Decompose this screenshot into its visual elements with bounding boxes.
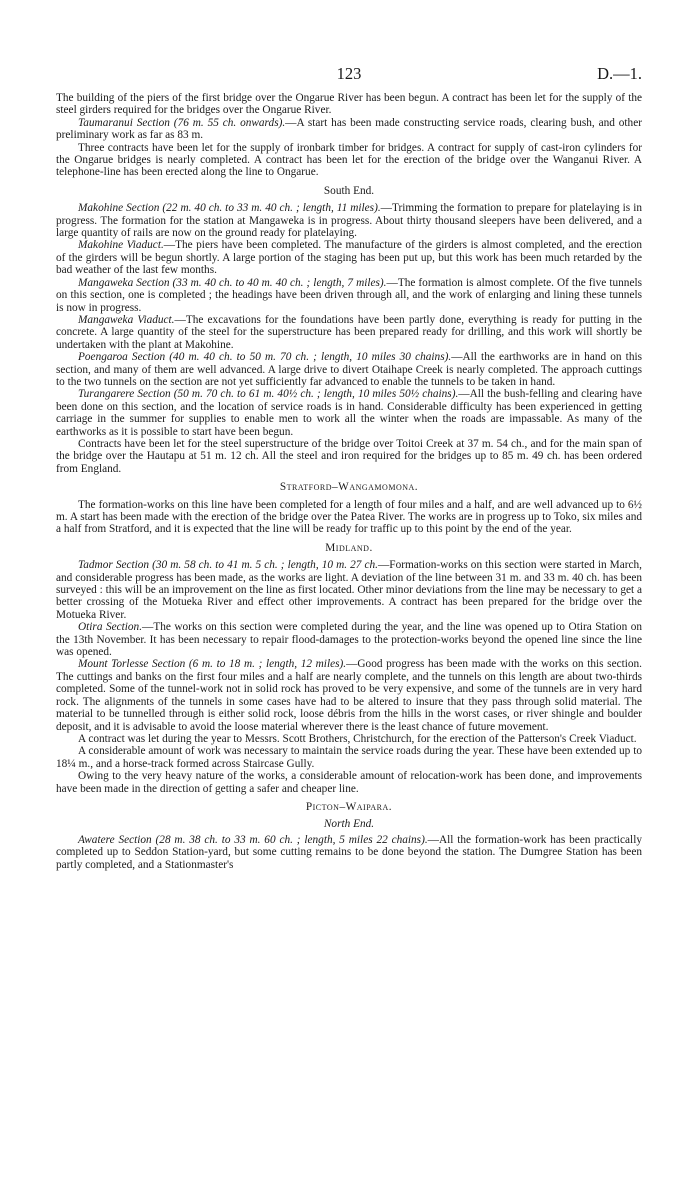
paragraph-text: A considerable amount of work was necessary to maintain the service roads during the year. These have been extended up to 18¼ m., and a horse-track formed across Staircase Gully. — [56, 745, 642, 770]
paragraph — [56, 202, 642, 239]
paragraph-text: Owing to the very heavy nature of the works, a considerable amount of relocation-work has been done, and improvements have been made in the direction of getting a safer and cheaper line. — [56, 770, 642, 795]
paragraph-lead: Poengaroa Section (40 m. 40 ch. to 50 m. 70 ch. ; length, 10 miles 30 chains). — [78, 351, 452, 364]
document-body — [56, 92, 642, 871]
paragraph-text: —All the bush-felling and clearing have been done on this section, and the location of service roads is in hand. Considerable difficulty has been experienced in getting carriage in the summer for supplies to enable men to work all the winter when the roads are impassable. As many of the earthworks as it is possible to start have been begun. — [56, 388, 642, 438]
paragraph — [56, 92, 642, 117]
paragraph-lead: Tadmor Section (30 m. 58 ch. to 41 m. 5 ch. ; length, 10 m. 27 ch. — [78, 559, 378, 572]
paragraph-text: Contracts have been let for the steel superstructure of the bridge over Toitoi Creek at 37 m. 54 ch., and for the main span of the bridge over the Hautapu at 51 m. 12 ch. All the steel and iron required for the bridges up to 85 m. 49 ch. has been ordered from England. — [56, 437, 642, 475]
paragraph-lead: Taumaranui Section (76 m. 55 ch. onwards). — [78, 116, 286, 129]
section-heading: Midland. — [325, 541, 373, 554]
paragraph — [56, 770, 642, 795]
section-heading: North End. — [323, 818, 375, 831]
paragraph — [56, 314, 642, 351]
paragraph — [56, 388, 642, 438]
paragraph — [56, 277, 642, 314]
paragraph-lead: Mangaweka Viaduct. — [78, 313, 175, 326]
paragraph-text: —The formation is almost complete. Of the five tunnels on this section, one is completed ; the headings have been driven through all, and the work of enlarging and lining these tunnels is now in progress. — [56, 276, 642, 314]
page-header — [56, 64, 642, 92]
paragraph-text: The building of the piers of the first bridge over the Ongarue River has been begun. A contract has been let for the supply of the steel girders required for the bridges over the Ongarue River. — [56, 92, 642, 117]
paragraph — [56, 117, 642, 142]
paragraph-text: Three contracts have been let for the supply of ironbark timber for bridges. A contract for supply of cast-iron cylinders for the Ongarue bridges is nearly completed. A contract has been let for the erection of the bridge over the Wanganui River. A telephone-line has been erected along the line to Ongarue. — [56, 141, 642, 179]
paragraph — [56, 499, 642, 536]
paragraph-lead: Makohine Viaduct. — [78, 239, 164, 252]
paragraph-text: —The excavations for the foundations have been partly done, everything is ready for putting in the concrete. A large quantity of the steel for the superstructure has been prepared ready for drilling, and this work will shortly be undertaken with the plant at Makohine. — [56, 313, 642, 351]
paragraph-text: —All the earthworks are in hand on this section, and many of them are well advanced. A large drive to divert Otaihape Creek is nearly completed. The approach cuttings to the two tunnels on the section are not yet sufficiently far advanced to enable the tunnels to be taken in hand. — [56, 351, 642, 388]
paragraph — [56, 658, 642, 732]
paragraph — [56, 733, 642, 745]
paragraph-text: —Formation-works on this section were started in March, and considerable progress has been made, as the works are light. A deviation of the line between 31 m. and 33 m. 40 ch. has been surveyed : this will be an improvement on the line as first located. Other minor deviations from the line may be necessary to get a better crossing of the Motueka River and effect other improvements. A contract has been prepared for the bridge over the Motueka River. — [56, 559, 642, 621]
document-page — [56, 64, 642, 871]
paragraph — [56, 834, 642, 871]
paragraph-lead: Turangarere Section (50 m. 70 ch. to 61 m. 40½ ch. ; length, 10 miles 50½ chains). — [78, 388, 459, 401]
paragraph-lead: Mangaweka Section (33 m. 40 ch. to 40 m. 40 ch. ; length, 7 miles). — [78, 276, 387, 289]
paragraph-text: —A start has been made constructing service roads, clearing bush, and other preliminary work as far as 83 m. — [56, 116, 642, 142]
paragraph-lead: Awatere Section (28 m. 38 ch. to 33 m. 60 ch. ; length, 5 miles 22 chains). — [78, 833, 428, 846]
paragraph-lead: Mount Torlesse Section (6 m. to 18 m. ; length, 12 miles). — [78, 658, 347, 671]
paragraph-text: The formation-works on this line have been completed for a length of four miles and a half, and are well advanced up to 6½ m. A start has been made with the erection of the bridge over the Patea River. The works are in progress up to Toko, six miles and a half from Stratford, and it is expected that the line will be ready for traffic up to this point by the end of the year. — [56, 498, 642, 536]
section-heading: Picton–Waipara. — [305, 800, 393, 813]
paragraph — [56, 559, 642, 621]
section-heading: Stratford–Wangamomona. — [279, 481, 419, 494]
paragraph — [56, 745, 642, 770]
paragraph — [56, 351, 642, 388]
page-number: 123 — [336, 64, 362, 83]
paragraph — [56, 239, 642, 276]
paragraph-text: —The piers have been completed. The manufacture of the girders is almost completed, and the erection of the girders will be begun shortly. A large portion of the staging has been put up, but this work has been much retarded by the bad weather of the last few months. — [56, 239, 642, 277]
paragraph-text: —All the formation-work has been practically completed up to Seddon Station-yard, but some cutting remains to be done beyond the station. The Dumgree Station has been partly completed, and a Stationmaster's — [56, 833, 642, 871]
paragraph-text: —The works on this section were completed during the year, and the line was opened up to Otira Station on the 13th November. It has been necessary to repair flood-damages to the protection-works beyond the opened line since the line was opened. — [56, 621, 642, 659]
document-reference: D.—1. — [597, 64, 642, 83]
paragraph-lead: Makohine Section (22 m. 40 ch. to 33 m. 40 ch. ; length, 11 miles). — [78, 202, 381, 215]
paragraph-text: —Trimming the formation to prepare for platelaying is in progress. The formation for the station at Mangaweka is in progress. About thirty thousand sleepers have been delivered, and a large quantity of rails are now on the ground ready for platelaying. — [56, 202, 642, 240]
paragraph-text: A contract was let during the year to Messrs. Scott Brothers, Christchurch, for the erection of the Patterson's Creek Viaduct. — [78, 732, 637, 745]
paragraph-lead: Otira Section. — [78, 621, 143, 634]
section-heading: South End. — [323, 184, 375, 197]
paragraph — [56, 438, 642, 475]
paragraph — [56, 621, 642, 658]
paragraph-text: —Good progress has been made with the works on this section. The cuttings and banks on the first four miles and a half are nearly complete, and the tunnels on this length are about two-thirds completed. Some of the tunnel-work not in solid rock has proved to be very expensive, and some of the tunnels are in very hard rock. The alignments of the tunnels in some cases have had to be altered to insure that they pass through solid material. The material to be tunnelled through is either solid rock, loose débris from the hills in the worst cases, or river shingle and boulder deposit, and it is advisable to avoid the loose material wherever there is the least chance of future movement. — [56, 658, 642, 733]
paragraph — [56, 142, 642, 179]
